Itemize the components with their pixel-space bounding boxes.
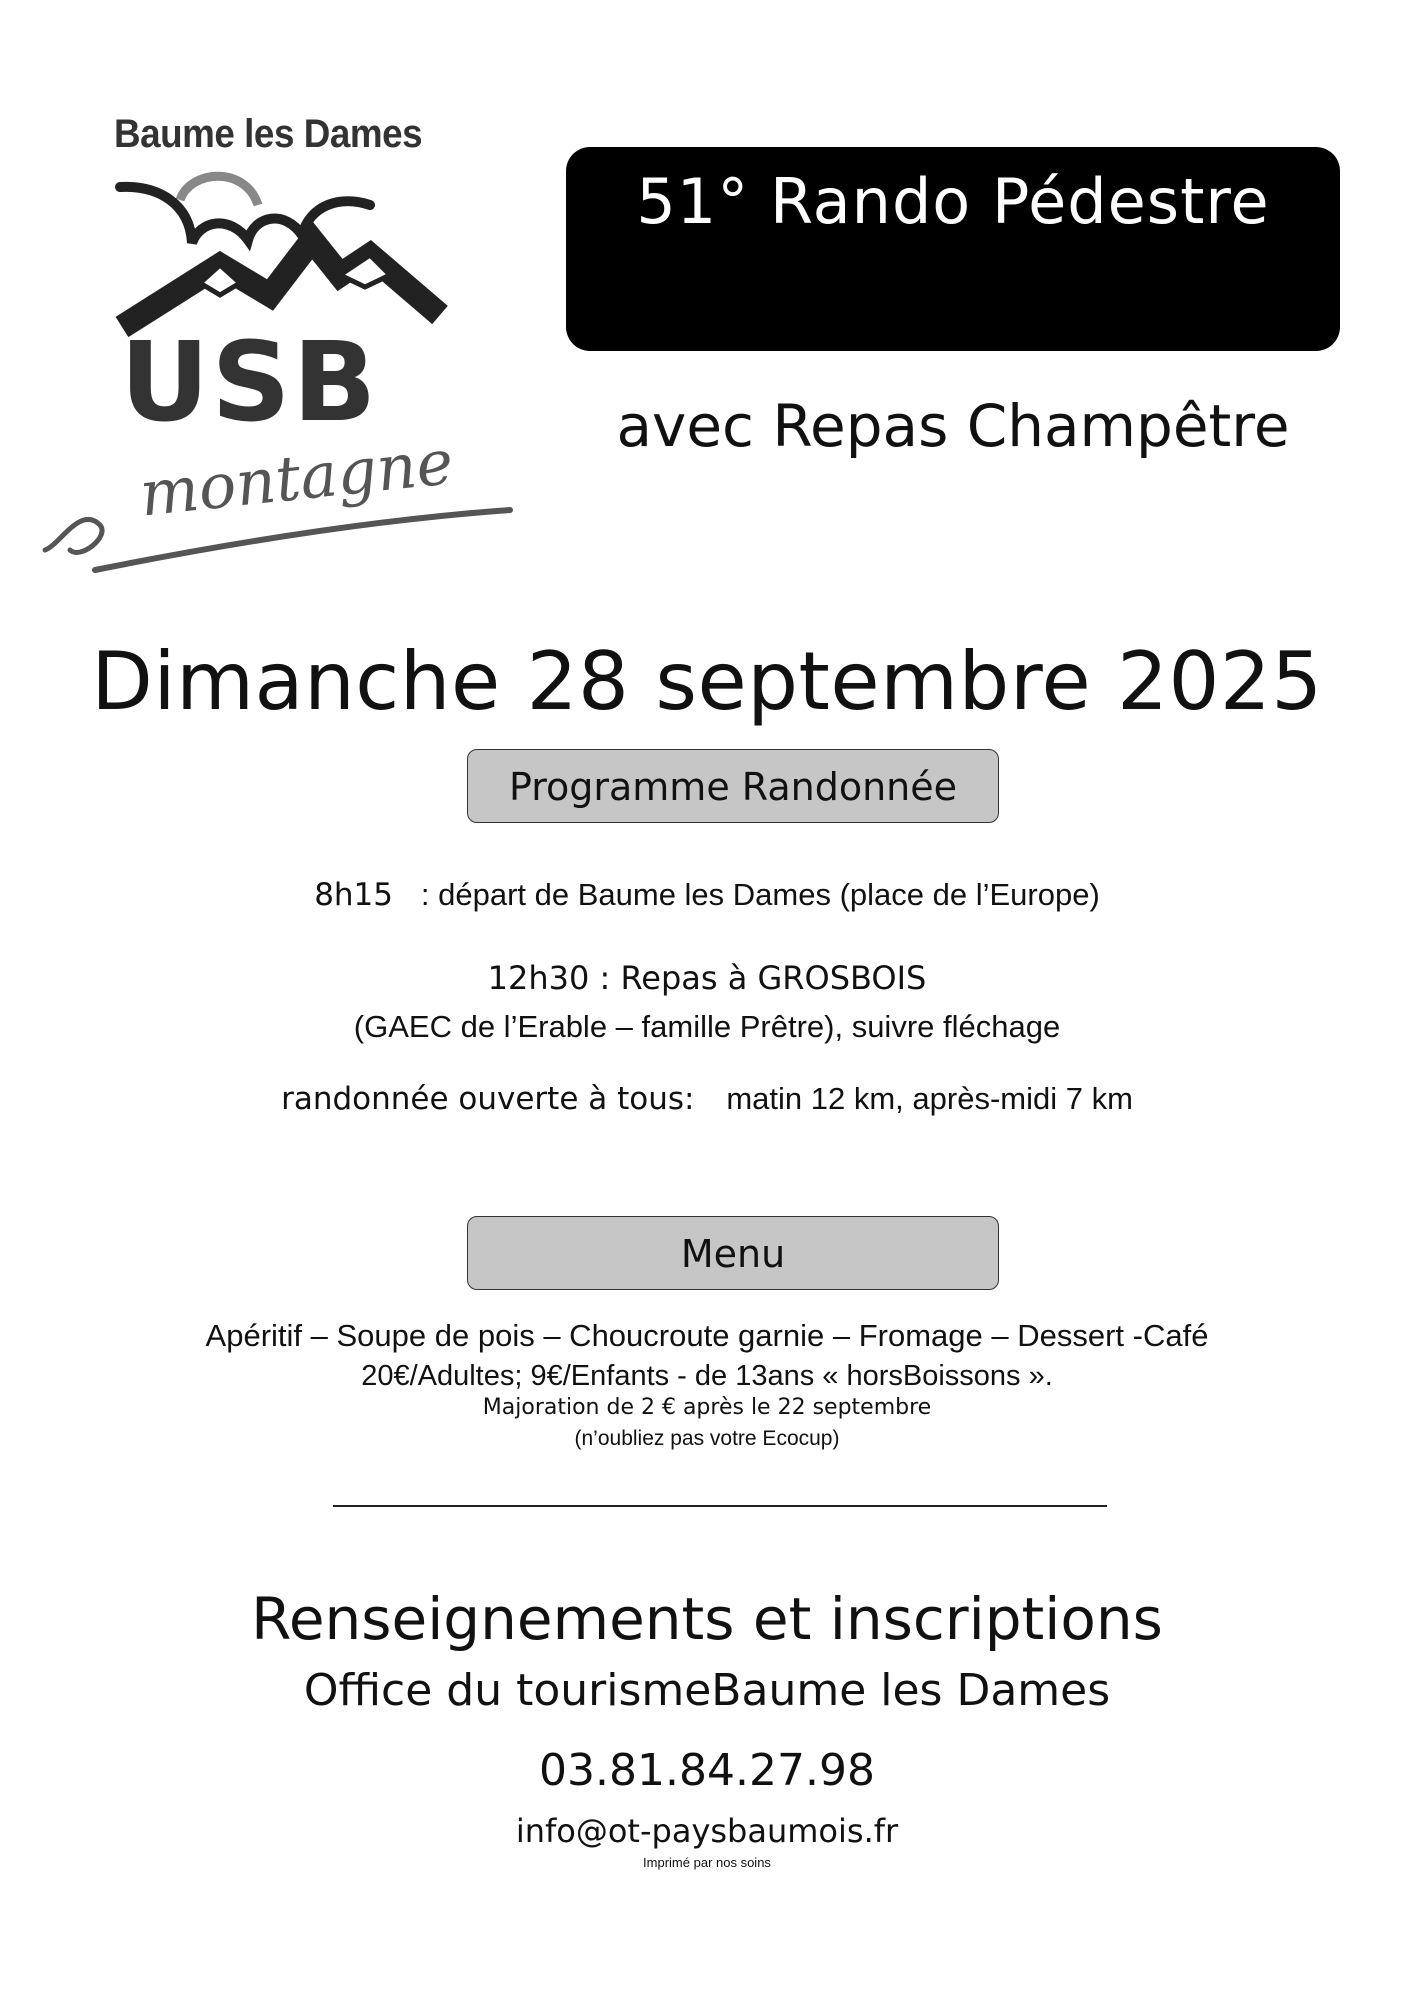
- logo-title: Baume les Dames: [114, 112, 423, 156]
- meal-location: (GAEC de l’Erable – famille Prêtre), suivre fléchage: [353, 1009, 1061, 1044]
- logo-acronym: USB: [120, 318, 379, 446]
- event-subtitle: avec Repas Champêtre: [616, 392, 1290, 460]
- programme-heading: Programme Randonnée: [467, 749, 999, 823]
- menu-prices: 20€/Adultes; 9€/Enfants - de 13ans « horsBoissons ».: [361, 1360, 1053, 1392]
- printed-note: Imprimé par nos soins: [643, 1855, 771, 1870]
- logo-script: montagne: [136, 425, 457, 531]
- contact-heading: Renseignements et inscriptions: [251, 1585, 1163, 1653]
- departure-time: 8h15: [314, 877, 394, 913]
- menu-reminder: (n’oubliez pas votre Ecocup): [574, 1427, 840, 1450]
- menu-surcharge: Majoration de 2 € après le 22 septembre: [482, 1395, 932, 1420]
- contact-email: info@ot-paysbaumois.fr: [515, 1812, 899, 1850]
- departure-line: [0, 877, 1414, 913]
- departure-text: : départ de Baume les Dames (place de l’Europe): [420, 877, 1100, 912]
- distances: matin 12 km, après-midi 7 km: [726, 1081, 1133, 1116]
- usb-montagne-logo: [40, 165, 520, 585]
- event-date: Dimanche 28 septembre 2025: [91, 635, 1323, 728]
- open-label: randonnée ouverte à tous:: [281, 1081, 695, 1117]
- menu-heading: Menu: [467, 1216, 999, 1290]
- contact-office: Office du tourismeBaume les Dames: [303, 1665, 1111, 1716]
- divider: [333, 1505, 1107, 1507]
- meal-line: 12h30 : Repas à GROSBOIS: [487, 959, 927, 997]
- contact-phone: 03.81.84.27.98: [539, 1745, 875, 1796]
- event-title: 51° Rando Pédestre: [636, 165, 1270, 238]
- menu-courses: Apéritif – Soupe de pois – Choucroute garnie – Fromage – Dessert -Café: [205, 1318, 1209, 1353]
- open-line: [0, 1081, 1414, 1117]
